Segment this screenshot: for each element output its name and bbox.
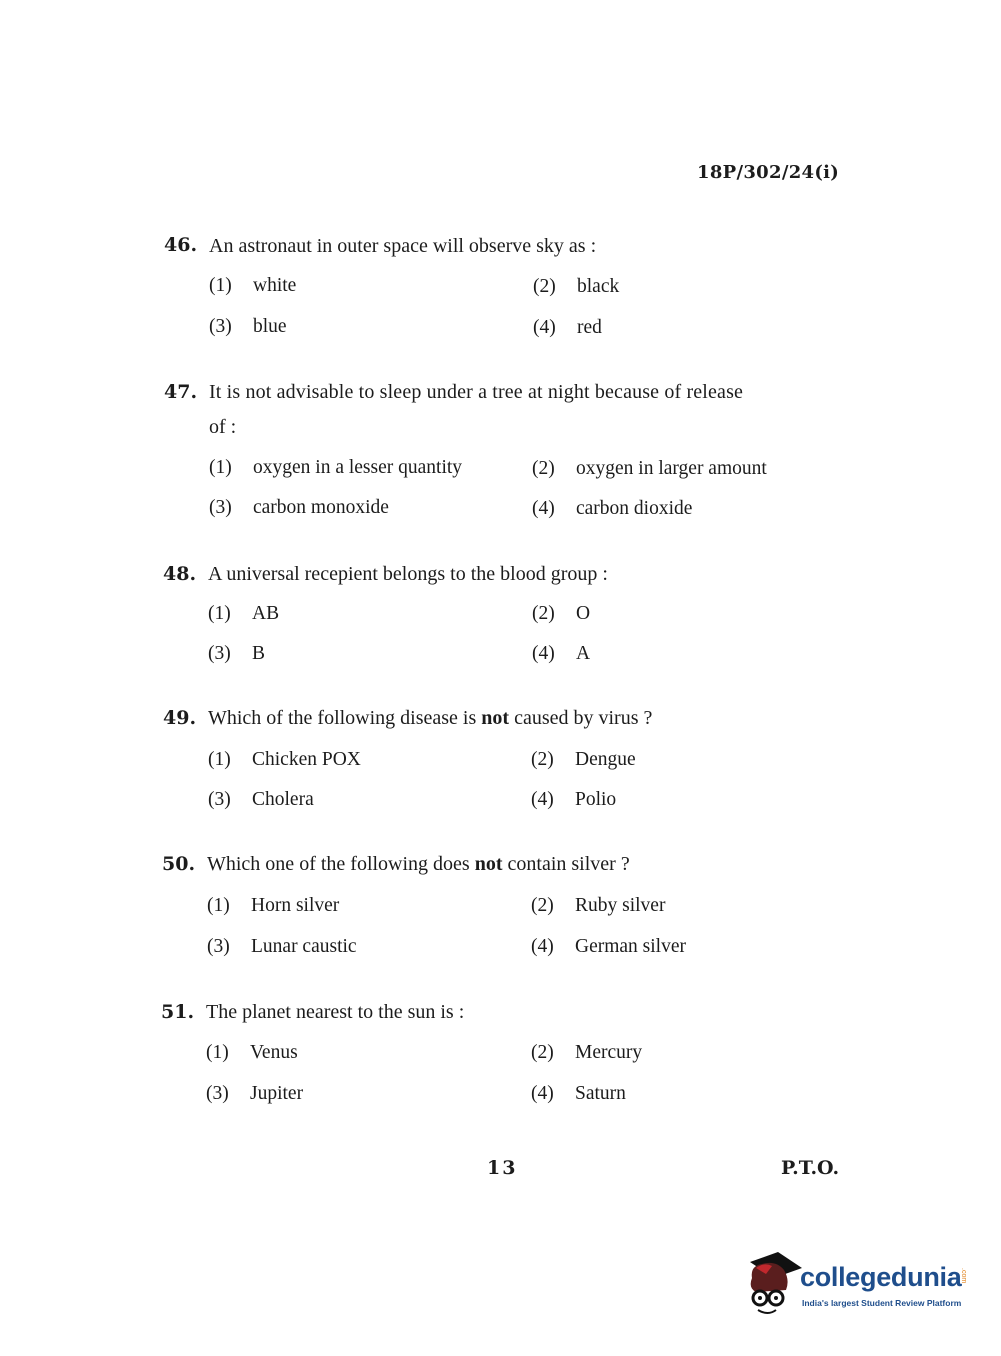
logo-com: .com xyxy=(960,1268,967,1284)
option-1: (1) Chicken POX xyxy=(208,749,361,770)
option-4: (4) A xyxy=(532,643,591,664)
question-text: Which one of the following does not contain silver ? xyxy=(207,853,630,875)
option-1: (1) AB xyxy=(208,603,280,624)
emphasis-not: not xyxy=(474,853,503,875)
question-number: 46. xyxy=(164,234,198,256)
option-2: (2) Mercury xyxy=(531,1042,643,1063)
question-text: An astronaut in outer space will observe sky as : xyxy=(209,235,597,257)
option-3: (3) Jupiter xyxy=(206,1083,304,1104)
option-3: (3) Lunar caustic xyxy=(207,936,357,957)
question-number: 50. xyxy=(162,853,196,875)
question-text: A universal recepient belongs to the blood group : xyxy=(208,563,608,585)
option-1: (1) white xyxy=(209,275,297,296)
logo-tagline: India's largest Student Review Platform xyxy=(802,1298,962,1308)
mascot-icon xyxy=(742,1248,802,1318)
question-text: It is not advisable to sleep under a tree at night because of release xyxy=(209,381,744,403)
option-3: (3) B xyxy=(208,643,266,664)
question-number: 49. xyxy=(163,707,197,729)
page-number: 13 xyxy=(487,1157,518,1179)
option-4: (4) carbon dioxide xyxy=(532,498,693,519)
emphasis-not: not xyxy=(481,707,510,729)
option-4: (4) German silver xyxy=(531,936,687,957)
question-number: 47. xyxy=(164,381,198,403)
option-2: (2) Ruby silver xyxy=(531,895,666,916)
option-1: (1) Horn silver xyxy=(207,895,340,916)
logo-wordmark: collegedunia xyxy=(800,1262,962,1292)
question-text-line-2: of : xyxy=(209,416,237,438)
option-3: (3) carbon monoxide xyxy=(209,497,389,518)
option-4: (4) Polio xyxy=(531,789,617,810)
paper-code: 18P/302/24(i) xyxy=(697,162,840,183)
option-2: (2) oxygen in larger amount xyxy=(532,458,767,479)
question-text: The planet nearest to the sun is : xyxy=(206,1001,465,1023)
option-2: (2) Dengue xyxy=(531,749,636,770)
pto-label: P.T.O. xyxy=(781,1157,840,1179)
option-3: (3) Cholera xyxy=(208,789,314,810)
option-1: (1) oxygen in a lesser quantity xyxy=(209,457,463,478)
question-text: Which of the following disease is not caused by virus ? xyxy=(208,707,653,729)
option-3: (3) blue xyxy=(209,316,287,337)
option-4: (4) Saturn xyxy=(531,1083,626,1104)
option-1: (1) Venus xyxy=(206,1042,298,1063)
option-4: (4) red xyxy=(533,317,602,338)
option-2: (2) O xyxy=(532,603,591,624)
collegedunia-logo[interactable] xyxy=(742,1248,972,1318)
question-number: 48. xyxy=(163,563,197,585)
option-2: (2) black xyxy=(533,276,620,297)
question-number: 51. xyxy=(161,1001,195,1023)
